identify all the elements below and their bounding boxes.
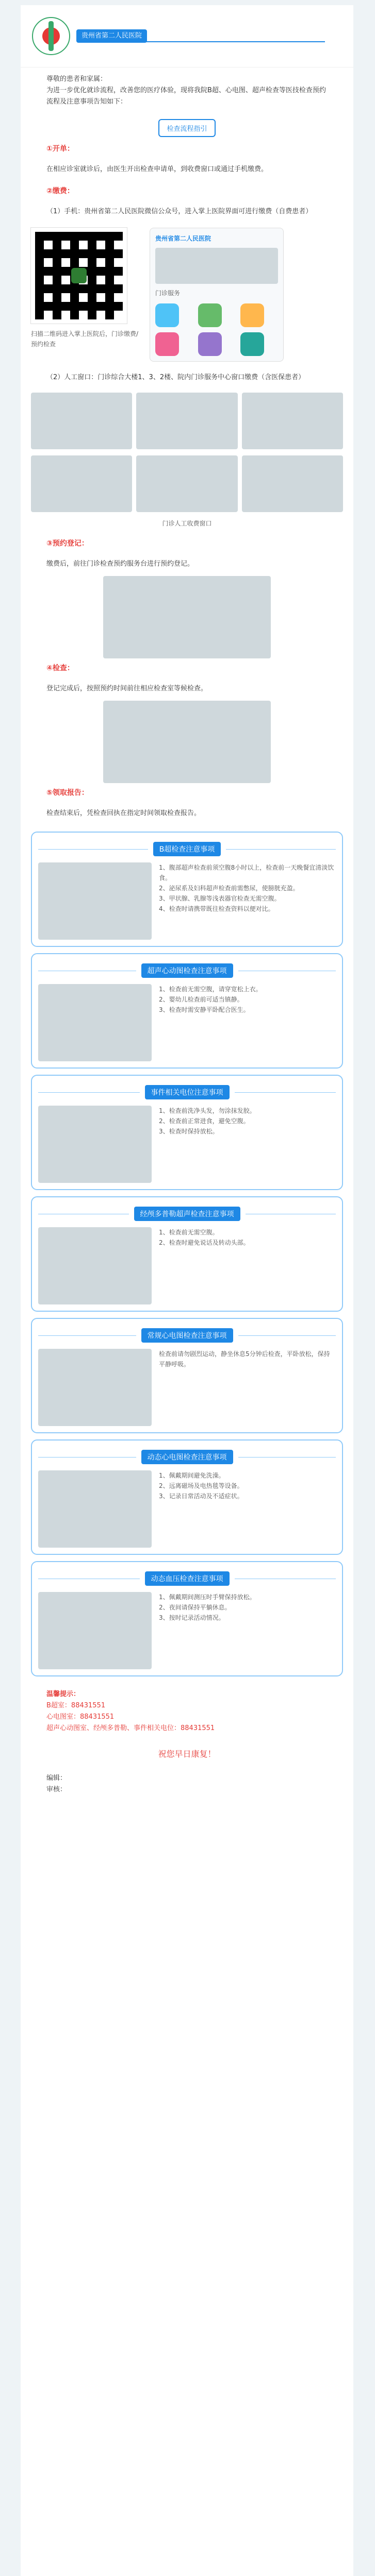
phone-icon-grid [155,303,278,356]
qr-caption: 扫描二维码进入掌上医院后，门诊缴费/预约检查 [31,330,139,348]
phone-banner-image [155,248,278,284]
phone-screenshot [150,228,284,362]
frame-content-row [38,984,336,1061]
step4-text: 登记完成后，按照预约时间前往相应检查室等候检查。 [46,685,208,692]
notes-frame [31,1318,343,1433]
article-card [21,5,353,2576]
step3-text: 缴费后，前往门诊检查预约服务台进行预约登记。 [46,560,194,568]
frame-items [159,1349,336,1426]
divider [38,1457,136,1458]
notes-frame [31,1561,343,1676]
divider [238,1457,336,1458]
photo-grid-top [21,389,353,452]
step3-title: ③预约登记： [46,539,89,548]
photos-caption: 门诊人工收费窗口 [162,520,212,527]
frame-items [159,1106,336,1183]
frame-item: 3、甲状腺、乳腺等浅表器官检查无需空腹。 [159,895,281,902]
frame-item: 2、检查前正常进食，避免空腹。 [159,1117,250,1125]
step1-title: ①开单： [46,145,74,153]
frame-item: 1、佩戴期间测压时手臂保持放松。 [159,1594,256,1601]
frame-content-row [38,862,336,940]
phone-menu-label: 门诊服务 [155,290,181,297]
step5-title: ⑤领取报告： [46,789,89,797]
contacts-title: 温馨提示： [46,1690,80,1698]
step1-text: 在相应诊室就诊后，由医生开出检查申请单，到收费窗口或通过手机缴费。 [46,165,268,173]
frame-items [159,862,336,940]
frame-title-row [38,1450,336,1464]
frame-title: 动态心电图检查注意事项 [141,1450,233,1464]
frame-content-row [38,1106,336,1183]
frame-title-row [38,842,336,856]
frame-items [159,1227,336,1304]
service-icon[interactable] [155,332,179,356]
divider [238,1335,336,1336]
frame-title: 事件相关电位注意事项 [145,1085,230,1099]
step4-title: ④检查： [46,664,74,672]
photo [242,455,343,512]
frame-item: 3、记录日常活动及不适症状。 [159,1493,243,1500]
step2-text: （1）手机：贵州省第二人民医院微信公众号，进入掌上医院界面可进行缴费（自费患者） [46,208,313,215]
frame-item: 检查前请勿剧烈运动，静坐休息5分钟后检查，平卧放松，保持平静呼吸。 [159,1350,330,1368]
frame-photo [38,1470,152,1548]
photo [31,393,132,449]
frame-items [159,1592,336,1669]
frame-items [159,984,336,1061]
frame-title-row [38,1207,336,1221]
intro-p1: 为进一步优化就诊流程，改善您的医疗体验，现将我院B超、心电图、超声检查等医技检查预约流程及注意事项告知如下： [46,87,326,106]
registration-photo [103,576,271,658]
photo [136,455,237,512]
contact-line: 心电图室：88431551 [46,1713,115,1721]
notes-frame [31,953,343,1069]
frame-photo [38,1592,152,1669]
frame-title: 经颅多普勒超声检查注意事项 [134,1207,240,1221]
service-icon[interactable] [198,303,222,327]
frame-item: 3、检查时需安静平卧配合医生。 [159,1006,250,1013]
divider [38,1092,140,1093]
contact-line: 超声心动图室、经颅多普勒、事件相关电位：88431551 [46,1724,215,1732]
frame-photo [38,1106,152,1183]
phone-title: 贵州省第二人民医院 [155,235,211,242]
step5-text: 检查结束后，凭检查回执在指定时间领取检查报告。 [46,809,201,817]
contacts [21,1683,353,1740]
frame-item: 2、夜间请保持平躺休息。 [159,1604,231,1611]
frame-item: 2、远离磁场及电热毯等设备。 [159,1482,243,1489]
header-rule [108,41,325,42]
service-icon[interactable] [240,332,264,356]
notes-frame [31,1075,343,1190]
frame-item: 3、检查时保持放松。 [159,1128,219,1135]
frame-photo [38,1349,152,1426]
hospital-logo-icon [32,17,70,55]
frame-title: B超检查注意事项 [153,842,221,856]
service-icon[interactable] [198,332,222,356]
outro-wrap [21,1748,353,1759]
frame-item: 1、检查前无需空腹。 [159,1229,219,1236]
service-icon[interactable] [240,303,264,327]
photo [242,393,343,449]
frame-photo [38,862,152,940]
frame-title: 超声心动图检查注意事项 [141,963,233,978]
frame-content-row [38,1470,336,1548]
frame-photo [38,984,152,1061]
frame-title: 常规心电图检查注意事项 [141,1328,233,1343]
exam-photo [103,701,271,783]
hospital-name-badge: 贵州省第二人民医院 [76,29,147,43]
outro-text: 祝您早日康复！ [158,1749,216,1759]
frame-item: 1、佩戴期间避免洗澡。 [159,1472,225,1479]
frame-item: 4、检查时请携带既往检查资料以便对比。 [159,905,274,912]
header [21,5,353,67]
service-icon[interactable] [155,303,179,327]
frame-title-row [38,1571,336,1586]
divider [38,1335,136,1336]
frame-content-row [38,1349,336,1426]
photo-grid-bottom [21,452,353,515]
credits [21,1767,353,1802]
qr-block [31,228,144,362]
step2b-text: （2）人工窗口：门诊综合大楼1、3、2楼、院内门诊服务中心窗口缴费（含医保患者） [46,374,305,381]
credit-editor: 编辑： [46,1774,67,1782]
notes-frame [31,1439,343,1555]
process-button-wrap [21,119,353,137]
photo [31,455,132,512]
frame-title-row [38,1085,336,1099]
notes-frame [31,832,343,947]
frame-item: 1、检查前无需空腹，请穿宽松上衣。 [159,986,262,993]
divider [226,849,336,850]
credit-reviewer: 审核： [46,1786,67,1793]
photo [136,393,237,449]
contact-line: B超室：88431551 [46,1702,106,1709]
frame-item: 1、检查前洗净头发，勿涂抹发胶。 [159,1107,256,1114]
divider [235,1092,336,1093]
frame-content-row [38,1592,336,1669]
frame-photo [38,1227,152,1304]
qr-center-logo-icon [71,268,87,283]
process-guide-button[interactable]: 检查流程指引 [158,119,215,137]
notes-frame [31,1196,343,1312]
frame-title: 动态血压检查注意事项 [145,1571,230,1586]
qr-code[interactable] [31,228,127,324]
frame-items [159,1470,336,1548]
frame-content-row [38,1227,336,1304]
frame-item: 2、婴幼儿检查前可适当镇静。 [159,996,243,1003]
intro [21,67,353,114]
frame-item: 1、腹部超声检查前须空腹8小时以上，检查前一天晚餐宜清淡饮食。 [159,864,334,882]
frame-title-row [38,1328,336,1343]
divider [38,849,148,850]
frame-item: 3、按时记录活动情况。 [159,1614,225,1621]
frame-title-row [38,963,336,978]
step2-title: ②缴费： [46,187,74,195]
qr-phone-row [21,224,353,366]
notes-frames [21,832,353,1676]
frame-item: 2、泌尿系及妇科超声检查前需憋尿，使膀胱充盈。 [159,885,299,892]
intro-greeting: 尊敬的患者和家属： [46,75,107,83]
frame-item: 2、检查时避免说话及转动头部。 [159,1239,250,1246]
